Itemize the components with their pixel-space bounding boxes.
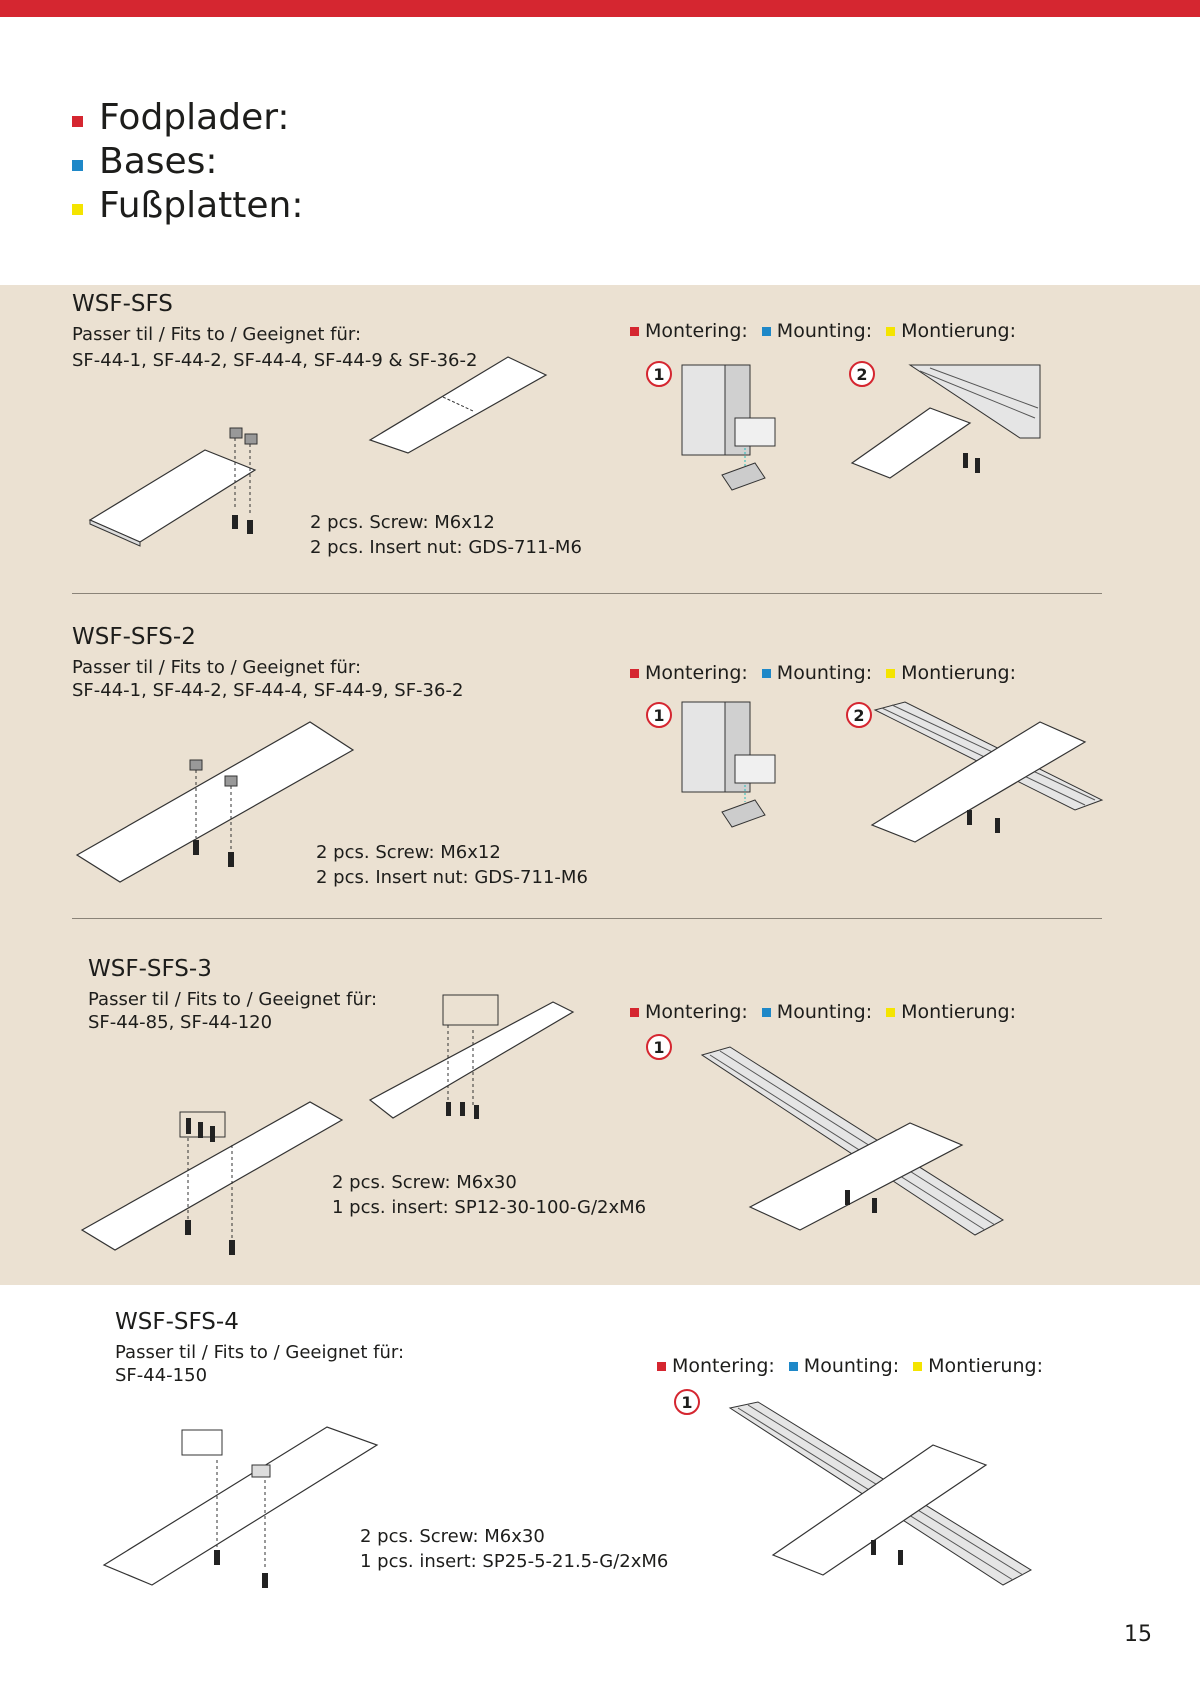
blue-square-icon	[789, 1362, 798, 1371]
base-plate-assembled-illustration	[368, 990, 573, 1130]
heading-row-english	[72, 140, 303, 184]
legend-montering: Montering:	[645, 1001, 748, 1023]
profile-mounting-step1-illustration	[700, 1045, 1005, 1245]
mounting-legend	[657, 1355, 1057, 1377]
base-plate-assembled-illustration	[368, 355, 558, 455]
section-divider	[72, 918, 1102, 919]
fits-label: Passer til / Fits to / Geeignet für:	[72, 657, 362, 678]
section-divider	[72, 593, 1102, 594]
blue-square-icon	[72, 160, 83, 171]
legend-mounting: Mounting:	[776, 1001, 873, 1023]
step-badge-1: 1	[646, 361, 672, 387]
mounting-legend	[630, 1001, 1030, 1023]
part-insert: 1 pcs. insert: SP12-30-100-G/2xM6	[332, 1197, 647, 1218]
legend-mounting: Mounting:	[803, 1355, 900, 1377]
base-plate-exploded-illustration	[80, 1100, 345, 1260]
mounting-legend	[630, 320, 1030, 342]
fits-label: Passer til / Fits to / Geeignet für:	[88, 989, 378, 1010]
profile-mounting-step2-illustration	[870, 700, 1100, 845]
parts-list	[332, 1170, 646, 1220]
heading-row-danish	[72, 96, 303, 140]
blue-square-icon	[762, 327, 771, 336]
legend-montierung: Montierung:	[928, 1355, 1043, 1377]
legend-montering: Montering:	[645, 662, 748, 684]
yellow-square-icon	[886, 327, 895, 336]
profile-mounting-step1-illustration	[680, 700, 780, 830]
red-square-icon	[630, 669, 639, 678]
profile-mounting-step2-illustration	[850, 363, 1040, 483]
fits-label: Passer til / Fits to / Geeignet für:	[115, 1342, 405, 1363]
heading-row-german	[72, 184, 303, 228]
heading-label: Fodplader:	[99, 97, 290, 138]
parts-list	[310, 510, 582, 560]
legend-mounting: Mounting:	[776, 320, 873, 342]
yellow-square-icon	[886, 669, 895, 678]
fits-models: SF-44-150	[115, 1365, 208, 1386]
part-insert: 2 pcs. Insert nut: GDS-711-M6	[310, 537, 582, 558]
part-screw: 2 pcs. Screw: M6x30	[360, 1526, 545, 1547]
blue-square-icon	[762, 669, 771, 678]
legend-montierung: Montierung:	[901, 662, 1016, 684]
fits-models: SF-44-1, SF-44-2, SF-44-4, SF-44-9, SF-36-2	[72, 680, 464, 701]
profile-mounting-step1-illustration	[728, 1400, 1033, 1595]
yellow-square-icon	[72, 204, 83, 215]
section-title: WSF-SFS-4	[115, 1309, 239, 1335]
base-plate-exploded-illustration	[75, 720, 355, 885]
page-number: 15	[1124, 1622, 1152, 1647]
parts-list	[316, 840, 588, 890]
step-badge-2: 2	[849, 361, 875, 387]
yellow-square-icon	[913, 1362, 922, 1371]
section-title: WSF-SFS-2	[72, 624, 196, 650]
legend-montierung: Montierung:	[901, 320, 1016, 342]
parts-list	[360, 1524, 668, 1574]
part-screw: 2 pcs. Screw: M6x12	[316, 842, 501, 863]
blue-square-icon	[762, 1008, 771, 1017]
fits-models: SF-44-85, SF-44-120	[88, 1012, 273, 1033]
part-insert: 2 pcs. Insert nut: GDS-711-M6	[316, 867, 588, 888]
red-square-icon	[72, 116, 83, 127]
section-title: WSF-SFS-3	[88, 956, 212, 982]
fits-models: SF-44-1, SF-44-2, SF-44-4, SF-44-9 & SF-36-2	[72, 350, 478, 371]
step-badge-1: 1	[646, 702, 672, 728]
mounting-legend	[630, 662, 1030, 684]
red-square-icon	[630, 1008, 639, 1017]
base-plate-exploded-illustration	[102, 1425, 382, 1595]
legend-montering: Montering:	[672, 1355, 775, 1377]
part-screw: 2 pcs. Screw: M6x30	[332, 1172, 517, 1193]
step-badge-2: 2	[846, 702, 872, 728]
page-heading	[72, 96, 303, 228]
red-square-icon	[630, 327, 639, 336]
part-insert: 1 pcs. insert: SP25-5-21.5-G/2xM6	[360, 1551, 669, 1572]
heading-label: Bases:	[99, 141, 218, 182]
heading-label: Fußplatten:	[99, 185, 304, 226]
part-screw: 2 pcs. Screw: M6x12	[310, 512, 495, 533]
legend-montering: Montering:	[645, 320, 748, 342]
profile-mounting-step1-illustration	[680, 363, 780, 493]
base-plate-exploded-illustration	[85, 420, 285, 550]
legend-mounting: Mounting:	[776, 662, 873, 684]
top-accent-bar	[0, 0, 1200, 17]
yellow-square-icon	[886, 1008, 895, 1017]
legend-montierung: Montierung:	[901, 1001, 1016, 1023]
red-square-icon	[657, 1362, 666, 1371]
section-title: WSF-SFS	[72, 291, 173, 317]
step-badge-1: 1	[674, 1389, 700, 1415]
fits-label: Passer til / Fits to / Geeignet für:	[72, 324, 362, 345]
step-badge-1: 1	[646, 1034, 672, 1060]
